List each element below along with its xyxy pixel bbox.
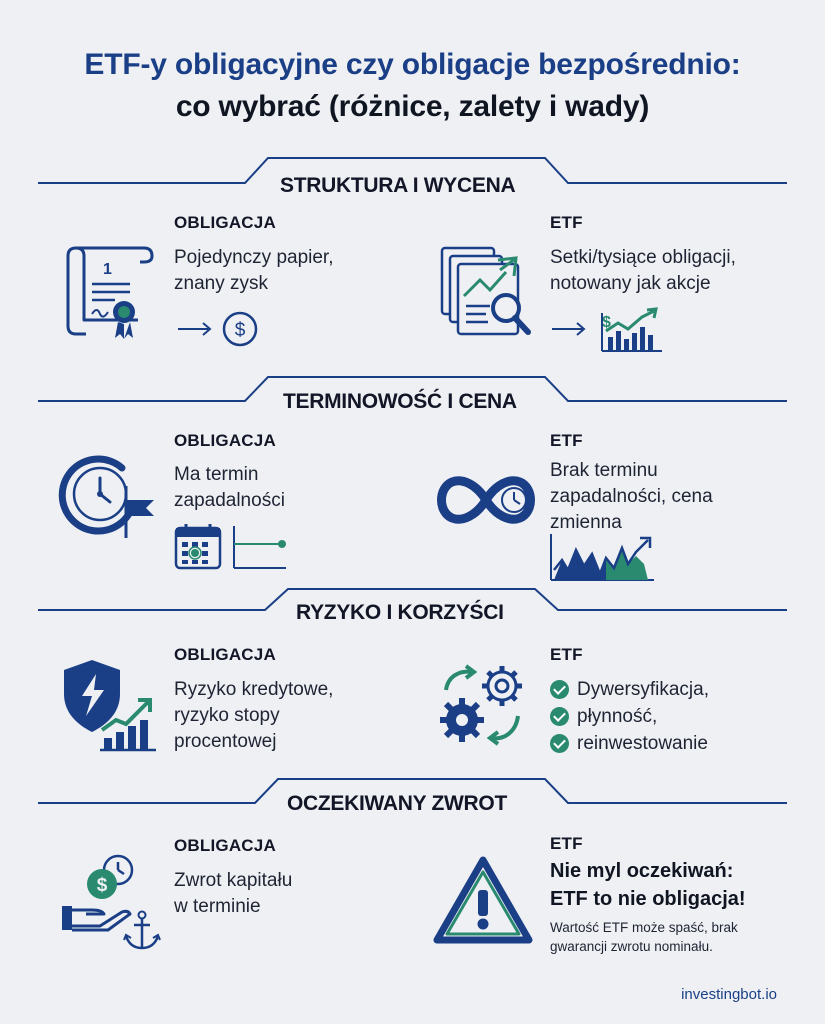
volatile-chart-icon <box>548 530 658 584</box>
page-subtitle: co wybrać (różnice, zalety i wady) <box>175 90 650 123</box>
timeline-icon <box>232 524 292 570</box>
dollar-coin-icon <box>176 310 268 350</box>
bond-label: OBLIGACJA <box>174 213 276 232</box>
check-icon <box>550 734 569 753</box>
etf-maturity-text: Brak terminu zapadalności, cena zmienna <box>550 460 713 533</box>
bond-return-text: Zwrot kapitału w terminie <box>174 870 293 917</box>
bond-label: OBLIGACJA <box>174 431 276 450</box>
warning-triangle-icon <box>432 854 534 946</box>
section-heading-risk: RYZYKO I KORZYŚCI <box>296 601 504 624</box>
bond-label: OBLIGACJA <box>174 836 276 855</box>
scroll-certificate-icon <box>60 240 155 340</box>
section-heading-return: OCZEKIWANY ZWROT <box>287 792 507 815</box>
footer-site-link[interactable]: investingbot.io <box>681 986 777 1003</box>
etf-benefits-list <box>550 676 709 757</box>
document-stack-magnifier-icon <box>436 240 546 340</box>
growth-chart-icon <box>98 694 160 754</box>
check-item: reinwestowanie <box>550 730 709 757</box>
svg-text:$: $ <box>234 320 246 341</box>
bond-maturity-text: Ma termin zapadalności <box>174 464 285 511</box>
etf-warning-text: Wartość ETF może spaść, brak gwarancji zwrotu nominału. <box>550 920 738 954</box>
anchor-icon <box>122 910 162 952</box>
section-heading-structure: STRUKTURA I WYCENA <box>280 174 516 197</box>
etf-label: ETF <box>550 431 583 450</box>
infinity-clock-icon <box>432 470 542 530</box>
etf-label: ETF <box>550 213 583 232</box>
svg-text:$: $ <box>96 875 108 896</box>
check-icon <box>550 707 569 726</box>
check-item: płynność, <box>550 703 709 730</box>
bond-structure-text: Pojedynczy papier, znany zysk <box>174 247 334 294</box>
page-title: ETF-y obligacyjne czy obligacje bezpośrednio: <box>84 48 741 81</box>
bar-chart-up-icon <box>550 305 670 355</box>
section-heading-maturity: TERMINOWOŚĆ I CENA <box>283 390 517 413</box>
check-icon <box>550 680 569 699</box>
etf-label: ETF <box>550 834 583 853</box>
etf-structure-text: Setki/tysiące obligacji, notowany jak akcje <box>550 247 736 294</box>
bond-risk-text: Ryzyko kredytowe, ryzyko stopy procentowej <box>174 679 334 752</box>
etf-label: ETF <box>550 645 583 664</box>
clock-flag-icon <box>60 450 160 540</box>
svg-text:1: 1 <box>103 261 112 278</box>
check-item: Dywersyfikacja, <box>550 676 709 703</box>
gears-cycle-icon <box>432 656 532 752</box>
bond-label: OBLIGACJA <box>174 645 276 664</box>
etf-warning-title: Nie myl oczekiwań: ETF to nie obligacja! <box>550 860 746 910</box>
svg-text:$: $ <box>602 314 611 331</box>
